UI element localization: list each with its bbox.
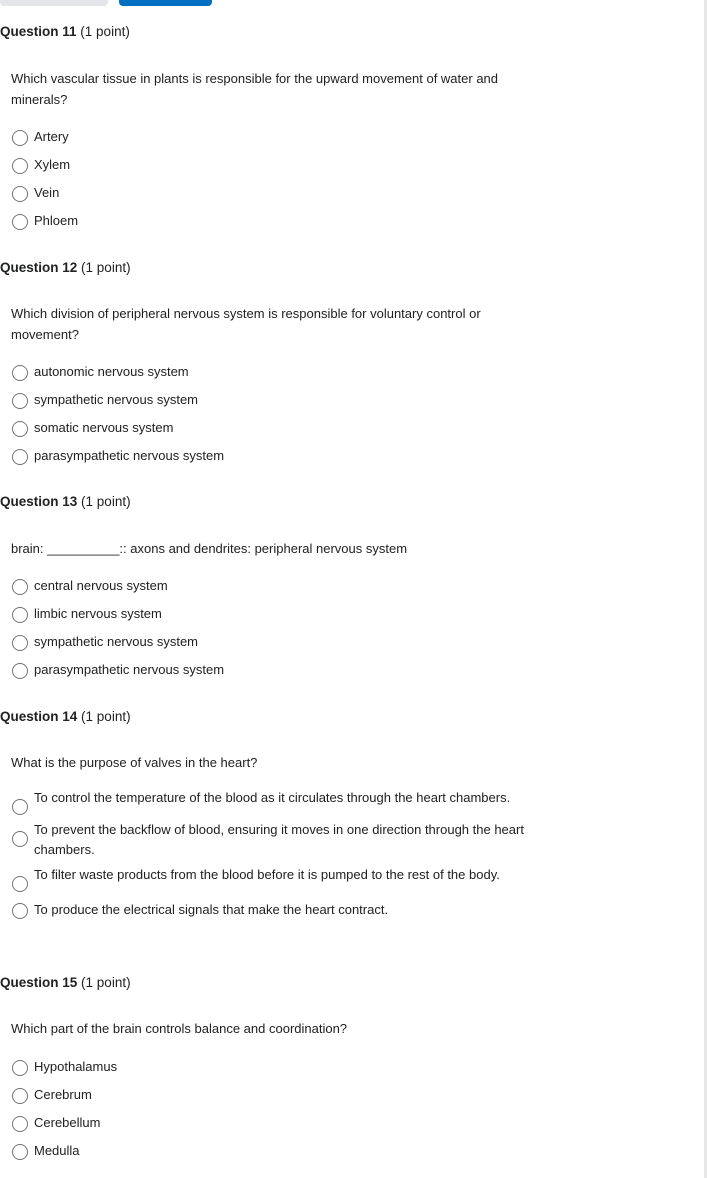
question-text: Which part of the brain controls balance and coordination? <box>11 1021 348 1036</box>
answer-option[interactable] <box>12 446 542 466</box>
answer-label: To filter waste products from the blood before it is pumped to the rest of the body. <box>34 867 500 882</box>
radio-button[interactable] <box>12 1088 28 1104</box>
answer-label: parasympathetic nervous system <box>34 662 225 677</box>
answer-label: Xylem <box>34 157 71 172</box>
question-text: Which division of peripheral nervous system is responsible for voluntary control or movement? <box>11 306 481 342</box>
question-header <box>0 493 560 511</box>
answer-option[interactable] <box>12 211 542 231</box>
answer-label: Cerebellum <box>34 1115 101 1130</box>
question-title: Question 15 <box>0 975 78 990</box>
answer-label: Phloem <box>34 213 79 228</box>
question-points: (1 point) <box>81 494 131 509</box>
radio-button[interactable] <box>12 1116 28 1132</box>
question-title: Question 14 <box>0 709 78 724</box>
question-points: (1 point) <box>81 260 131 275</box>
question-points: (1 point) <box>80 24 130 39</box>
radio-button[interactable] <box>12 421 28 437</box>
answer-option[interactable] <box>12 362 542 382</box>
radio-button[interactable] <box>12 1060 28 1076</box>
answer-option[interactable] <box>12 1057 542 1077</box>
radio-button[interactable] <box>12 214 28 230</box>
radio-button[interactable] <box>12 876 28 892</box>
question-15 <box>0 974 560 1158</box>
answer-option[interactable] <box>12 390 542 410</box>
question-header <box>0 259 560 277</box>
answer-option[interactable] <box>12 788 542 815</box>
radio-button[interactable] <box>12 607 28 623</box>
answer-label: autonomic nervous system <box>34 364 189 379</box>
answer-label: To produce the electrical signals that make the heart contract. <box>34 902 389 917</box>
answer-label: sympathetic nervous system <box>34 392 199 407</box>
answer-option[interactable] <box>12 1113 542 1133</box>
answer-label: Medulla <box>34 1143 80 1158</box>
answer-label: To control the temperature of the blood as it circulates through the heart chambers. <box>34 790 511 805</box>
radio-button[interactable] <box>12 579 28 595</box>
question-14 <box>0 708 560 917</box>
radio-button[interactable] <box>12 635 28 651</box>
answer-options <box>12 1057 542 1169</box>
answer-option[interactable] <box>12 660 542 680</box>
answer-options <box>12 576 542 688</box>
question-title: Question 12 <box>0 260 78 275</box>
radio-button[interactable] <box>12 663 28 679</box>
question-12 <box>0 259 560 463</box>
answer-label: central nervous system <box>34 578 168 593</box>
answer-label: Artery <box>34 129 69 144</box>
question-11 <box>0 23 560 228</box>
answer-option[interactable] <box>12 1141 542 1161</box>
answer-option[interactable] <box>12 865 542 892</box>
answer-options <box>12 127 542 239</box>
answer-option[interactable] <box>12 1085 542 1105</box>
answer-label: parasympathetic nervous system <box>34 448 225 463</box>
radio-button[interactable] <box>12 186 28 202</box>
radio-button[interactable] <box>12 130 28 146</box>
answer-label: sympathetic nervous system <box>34 634 199 649</box>
answer-options <box>12 362 542 474</box>
answer-label: To prevent the backflow of blood, ensuring it moves in one direction through the heart chambers. <box>34 822 524 857</box>
answer-option[interactable] <box>12 820 542 860</box>
previous-page-button[interactable] <box>0 0 108 6</box>
question-points: (1 point) <box>81 975 131 990</box>
answer-option[interactable] <box>12 604 542 624</box>
question-points: (1 point) <box>81 709 131 724</box>
question-title: Question 13 <box>0 494 78 509</box>
radio-button[interactable] <box>12 1144 28 1160</box>
radio-button[interactable] <box>12 365 28 381</box>
answer-label: Hypothalamus <box>34 1059 118 1074</box>
question-header <box>0 974 560 992</box>
answer-option[interactable] <box>12 632 542 652</box>
radio-button[interactable] <box>12 393 28 409</box>
radio-button[interactable] <box>12 903 28 919</box>
answer-option[interactable] <box>12 418 542 438</box>
answer-label: somatic nervous system <box>34 420 174 435</box>
radio-button[interactable] <box>12 799 28 815</box>
answer-option[interactable] <box>12 900 542 920</box>
question-13 <box>0 493 560 677</box>
answer-option[interactable] <box>12 183 542 203</box>
next-page-button[interactable] <box>119 0 212 6</box>
question-text: brain: __________:: axons and dendrites: peripheral nervous system <box>11 541 408 556</box>
answer-option[interactable] <box>12 576 542 596</box>
question-header <box>0 708 560 726</box>
answer-options <box>12 788 542 928</box>
radio-button[interactable] <box>12 449 28 465</box>
answer-label: limbic nervous system <box>34 606 162 621</box>
question-text: Which vascular tissue in plants is responsible for the upward movement of water and minerals? <box>11 71 499 107</box>
question-header <box>0 23 560 41</box>
answer-label: Cerebrum <box>34 1087 92 1102</box>
question-text: What is the purpose of valves in the heart? <box>11 755 258 770</box>
answer-label: Vein <box>34 185 60 200</box>
radio-button[interactable] <box>12 158 28 174</box>
answer-option[interactable] <box>12 127 542 147</box>
radio-button[interactable] <box>12 831 28 847</box>
question-title: Question 11 <box>0 24 77 39</box>
answer-option[interactable] <box>12 155 542 175</box>
